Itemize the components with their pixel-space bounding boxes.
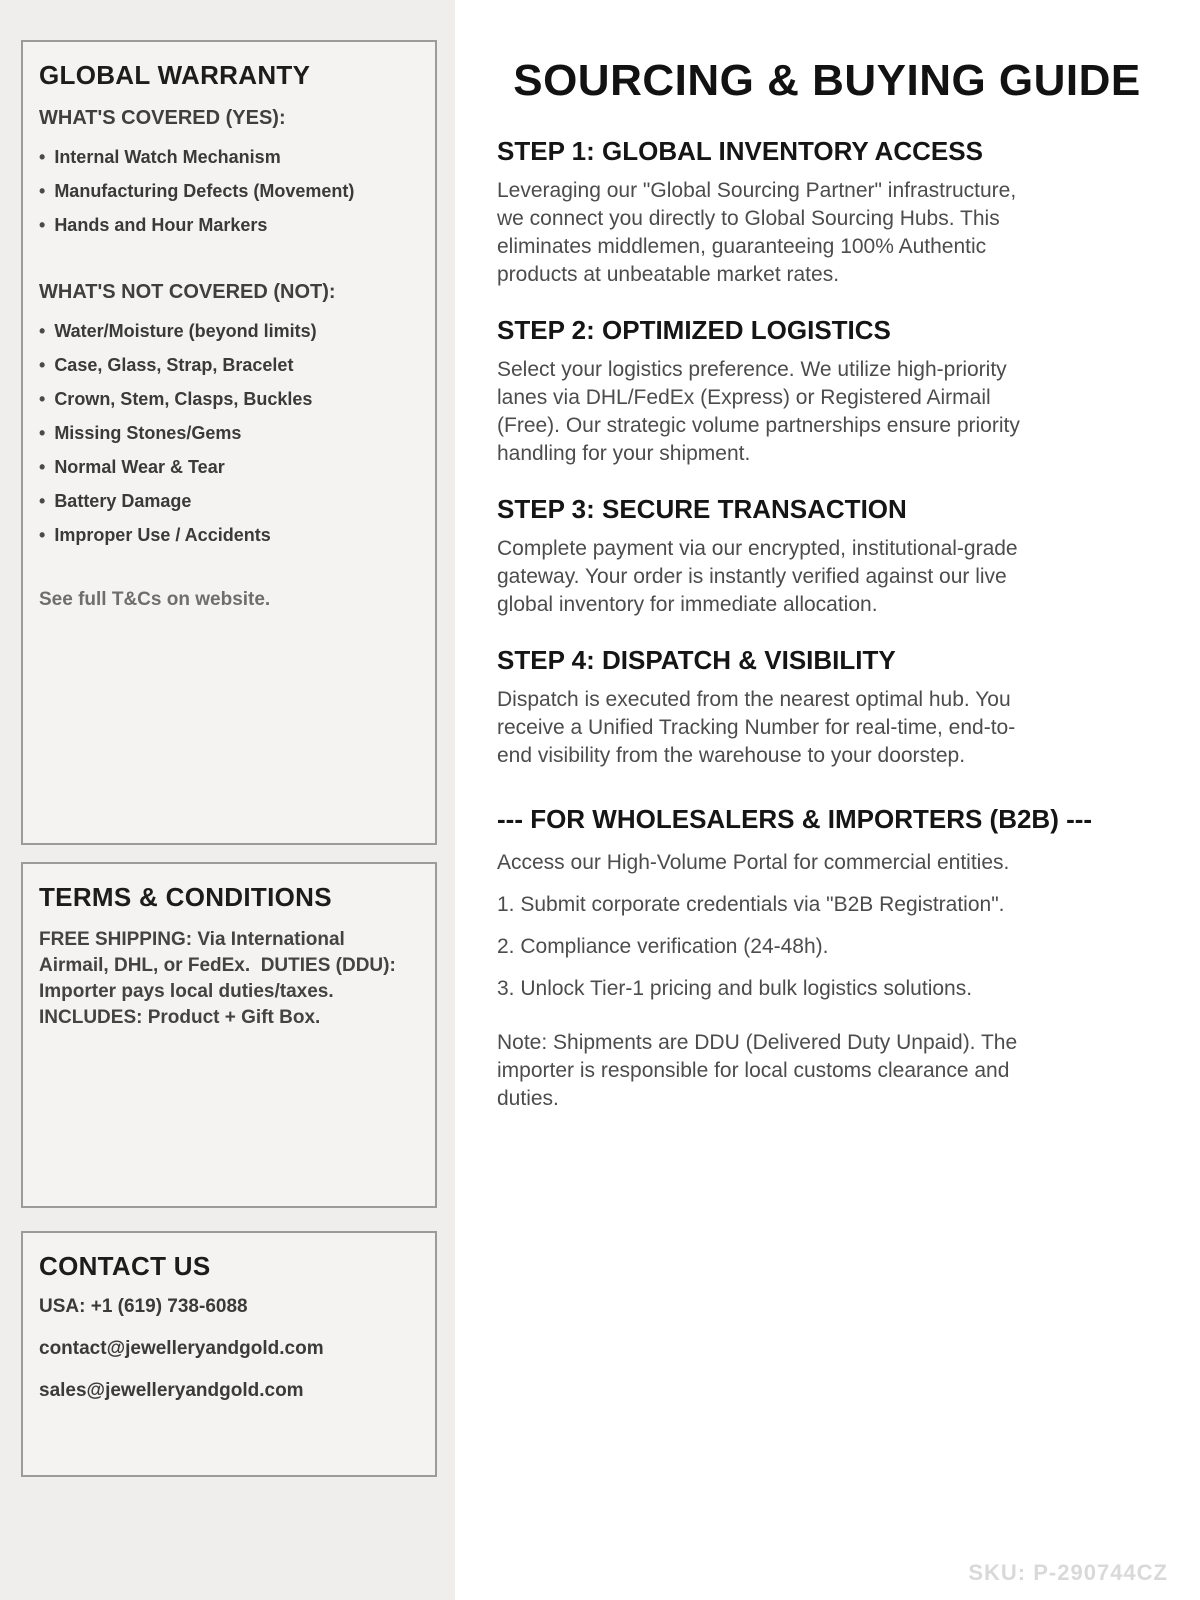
step-heading: STEP 3: SECURE TRANSACTION — [497, 494, 907, 524]
step-body: Complete payment via our encrypted, institutional-grade gateway. Your order is instantly verified against our live global inventory for immediate allocation. — [497, 537, 1018, 616]
page-title: SOURCING & BUYING GUIDE — [513, 56, 1141, 105]
contact-email: contact@jewelleryandgold.com — [39, 1338, 324, 1359]
step-section — [497, 315, 1200, 468]
b2b-steps — [497, 891, 1200, 1003]
b2b-heading: --- FOR WHOLESALERS & IMPORTERS (B2B) --- — [497, 804, 1093, 834]
not-covered-item: • Crown, Stem, Clasps, Buckles — [39, 390, 419, 409]
step-heading: STEP 2: OPTIMIZED LOGISTICS — [497, 315, 891, 345]
sku-label: SKU: P-290744CZ — [968, 1560, 1168, 1585]
not-covered-item: • Water/Moisture (beyond limits) — [39, 322, 419, 341]
main-content — [455, 0, 1200, 1600]
not-covered-item: • Normal Wear & Tear — [39, 458, 419, 477]
not-covered-item: • Missing Stones/Gems — [39, 424, 419, 443]
step-body: Select your logistics preference. We utilize high-priority lanes via DHL/FedEx (Express) or Registered Airmail (Free). Our strategic volume partnerships ensure priority handling for your shipment. — [497, 358, 1020, 465]
covered-item: • Internal Watch Mechanism — [39, 148, 419, 167]
terms-body: FREE SHIPPING: Via International Airmail, DHL, or FedEx. DUTIES (DDU): Importer pays local duties/taxes. INCLUDES: Product + Gift Box. — [39, 929, 402, 1028]
b2b-intro: Access our High-Volume Portal for commercial entities. — [497, 851, 1010, 874]
contact-title: CONTACT US — [39, 1251, 211, 1281]
contact-panel — [21, 1231, 437, 1477]
contact-phone: USA: +1 (619) 738-6088 — [39, 1296, 248, 1317]
step-section — [497, 494, 1200, 619]
b2b-item: 1. Submit corporate credentials via "B2B Registration". — [497, 893, 1005, 916]
step-body: Leveraging our "Global Sourcing Partner" infrastructure, we connect you directly to Global Sourcing Hubs. This eliminates middlemen, guaranteeing 100% Authentic products at unbeatable market rates. — [497, 179, 1017, 286]
step-heading: STEP 1: GLOBAL INVENTORY ACCESS — [497, 136, 983, 166]
sales-email: sales@jewelleryandgold.com — [39, 1380, 304, 1401]
not-covered-item: • Battery Damage — [39, 492, 419, 511]
step-section — [497, 645, 1200, 770]
warranty-panel — [21, 40, 437, 845]
warranty-footnote: See full T&Cs on website. — [39, 589, 271, 610]
covered-list — [39, 148, 419, 235]
not-covered-item: • Case, Glass, Strap, Bracelet — [39, 356, 419, 375]
warranty-title: GLOBAL WARRANTY — [39, 60, 311, 90]
b2b-item: 2. Compliance verification (24-48h). — [497, 935, 829, 958]
not-covered-list — [39, 322, 419, 545]
not-covered-item: • Improper Use / Accidents — [39, 526, 419, 545]
step-body: Dispatch is executed from the nearest optimal hub. You receive a Unified Tracking Number for real-time, end-to-end visibility from the warehouse to your doorstep. — [497, 688, 1016, 767]
step-section — [497, 136, 1200, 289]
terms-panel — [21, 862, 437, 1208]
step-heading: STEP 4: DISPATCH & VISIBILITY — [497, 645, 896, 675]
sidebar — [0, 0, 455, 1600]
covered-heading: WHAT'S COVERED (YES): — [39, 107, 286, 129]
b2b-item: 3. Unlock Tier-1 pricing and bulk logistics solutions. — [497, 977, 973, 1000]
covered-item: • Manufacturing Defects (Movement) — [39, 182, 419, 201]
terms-title: TERMS & CONDITIONS — [39, 882, 332, 912]
covered-item: • Hands and Hour Markers — [39, 216, 419, 235]
b2b-note: Note: Shipments are DDU (Delivered Duty Unpaid). The importer is responsible for local customs clearance and duties. — [497, 1031, 1018, 1110]
steps-section — [497, 136, 1200, 770]
not-covered-heading: WHAT'S NOT COVERED (NOT): — [39, 281, 336, 303]
